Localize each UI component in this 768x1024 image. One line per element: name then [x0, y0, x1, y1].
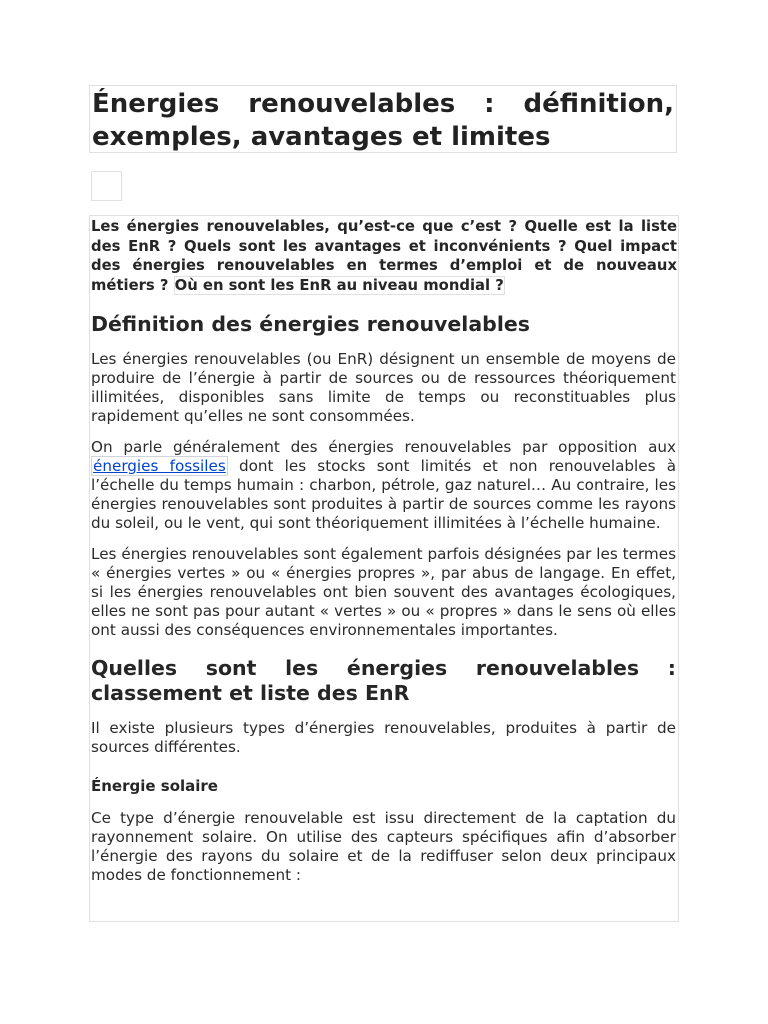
- title-container: [89, 85, 677, 153]
- solar-energy-heading: Énergie solaire: [91, 776, 218, 795]
- intro-text: Les énergies renouvelables, qu’est-ce que c’est ? Quelle est la liste des EnR ? Quels sont les avantages et inconvénients ? Quel impact des énergies renouvelables en termes d’emploi et de nouveaux métiers ?: [91, 218, 677, 295]
- article-title: Énergies renouvelables : définition, exemples, avantages et limites: [92, 89, 674, 152]
- definition-paragraph-1: Les énergies renouvelables (ou EnR) désignent un ensemble de moyens de produire de l’énergie à partir de sources ou de ressources théoriquement illimitées, disponibles sans limite de temps ou reconstituables plus rapidement qu’elles ne sont consommées.: [91, 349, 676, 425]
- article-intro: [91, 217, 677, 296]
- section-definition-heading: Définition des énergies renouvelables: [91, 311, 530, 336]
- list-paragraph-1: Il existe plusieurs types d’énergies renouvelables, produites à partir de sources différentes.: [91, 718, 676, 756]
- intro-last-line: Où en sont les EnR au niveau mondial ?: [174, 277, 504, 295]
- paragraph-text: dont les stocks sont limités et non renouvelables à l’échelle du temps humain : charbon, pétrole, gaz naturel… Au contraire, les énergies renouvelables sont produites à partir de sources comme les rayons du soleil, ou le vent, qui sont théoriquement illimitées à l’échelle humaine.: [91, 456, 677, 532]
- image-placeholder: [91, 171, 122, 201]
- definition-paragraph-2: [91, 438, 676, 533]
- article-body: [89, 215, 679, 922]
- solar-energy-paragraph: Ce type d’énergie renouvelable est issu directement de la captation du rayonnement solaire. On utilise des capteurs spécifiques afin d’absorber l’énergie des rayons du solaire et de la rediffuser selon deux principaux modes de fonctionnement :: [91, 808, 676, 884]
- paragraph-text: On parle généralement des énergies renouvelables par opposition aux: [91, 437, 676, 456]
- definition-paragraph-3: Les énergies renouvelables sont également parfois désignées par les termes « énergies vertes » ou « énergies propres », par abus de langage. En effet, si les énergies renouvelables ont bien souvent des avantages écologiques, elles ne sont pas pour autant « vertes » ou « propres » dans le sens où elles ont aussi des conséquences environnementales importantes.: [91, 544, 676, 639]
- fossil-energies-link[interactable]: énergies fossiles: [93, 456, 226, 475]
- section-list-heading: Quelles sont les énergies renouvelables : classement et liste des EnR: [91, 655, 676, 705]
